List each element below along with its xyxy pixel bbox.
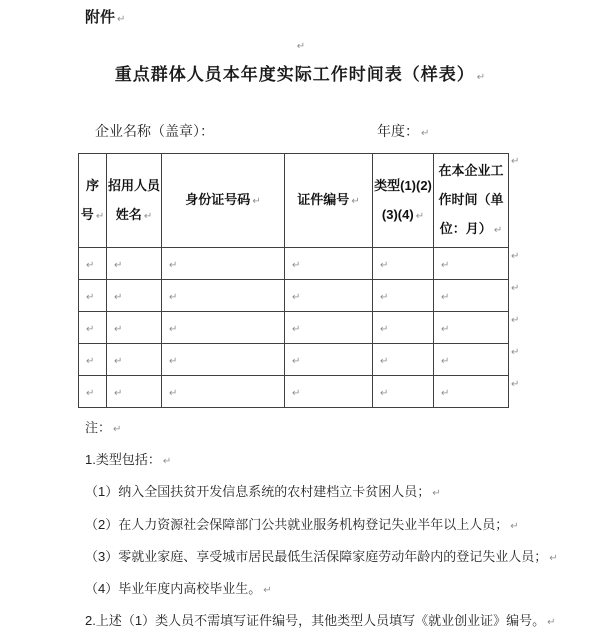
paragraph-mark-icon: ↵ bbox=[510, 521, 519, 532]
table-row bbox=[79, 344, 509, 376]
page-title-text: 重点群体人员本年度实际工作时间表（样表） bbox=[114, 65, 475, 84]
paragraph-mark-icon: ↵ bbox=[86, 291, 95, 303]
row-end-mark-icon: ↵ bbox=[511, 156, 520, 167]
empty-cell[interactable] bbox=[79, 248, 107, 280]
work-time-table bbox=[78, 153, 509, 408]
empty-cell[interactable] bbox=[434, 376, 509, 408]
header-work-months bbox=[434, 154, 509, 248]
empty-cell[interactable] bbox=[285, 376, 373, 408]
paragraph-mark-icon: ↵ bbox=[143, 210, 153, 222]
paragraph-mark-icon: ↵ bbox=[476, 72, 486, 83]
paragraph-mark-icon: ↵ bbox=[113, 424, 122, 435]
paragraph-mark-icon: ↵ bbox=[169, 355, 178, 367]
table-header-row bbox=[79, 154, 509, 248]
paragraph-mark-icon: ↵ bbox=[114, 323, 123, 335]
table-body bbox=[79, 248, 509, 408]
paragraph-mark-icon: ↵ bbox=[263, 585, 272, 596]
paragraph-mark-icon: ↵ bbox=[169, 291, 178, 303]
empty-cell[interactable] bbox=[162, 376, 285, 408]
paragraph-mark-icon: ↵ bbox=[114, 291, 123, 303]
empty-cell[interactable] bbox=[373, 376, 434, 408]
paragraph-mark-icon: ↵ bbox=[351, 196, 360, 207]
row-end-mark-icon: ↵ bbox=[511, 379, 520, 390]
empty-cell[interactable] bbox=[107, 312, 162, 344]
paragraph-mark-icon: ↵ bbox=[169, 259, 178, 271]
empty-cell[interactable] bbox=[162, 312, 285, 344]
table-row bbox=[79, 248, 509, 280]
note-line-type4 bbox=[85, 581, 272, 599]
empty-cell[interactable] bbox=[107, 344, 162, 376]
paragraph-mark-icon: ↵ bbox=[380, 355, 389, 367]
table-row bbox=[79, 280, 509, 312]
empty-cell[interactable] bbox=[162, 280, 285, 312]
paragraph-mark-icon: ↵ bbox=[380, 387, 389, 399]
empty-cell[interactable] bbox=[107, 376, 162, 408]
note-line-type3 bbox=[85, 549, 558, 567]
paragraph-mark-icon: ↵ bbox=[169, 387, 178, 399]
note-line-type1 bbox=[85, 484, 441, 502]
empty-cell[interactable] bbox=[373, 280, 434, 312]
empty-paragraph bbox=[0, 36, 600, 54]
paragraph-mark-icon: ↵ bbox=[380, 259, 389, 271]
note-line-type2 bbox=[85, 517, 519, 535]
empty-cell[interactable] bbox=[107, 280, 162, 312]
row-end-mark-icon: ↵ bbox=[511, 251, 520, 262]
row-end-mark-icon: ↵ bbox=[511, 347, 520, 358]
table-row bbox=[79, 376, 509, 408]
note-text: （4）毕业年度内高校毕业生。 bbox=[85, 581, 262, 596]
paragraph-mark-icon: ↵ bbox=[441, 355, 450, 367]
header-text: 证件编号 bbox=[297, 192, 350, 207]
paragraph-mark-icon: ↵ bbox=[380, 291, 389, 303]
paragraph-mark-icon: ↵ bbox=[86, 259, 95, 271]
paragraph-mark-icon: ↵ bbox=[114, 387, 123, 399]
notes-label-line bbox=[85, 420, 121, 438]
empty-cell[interactable] bbox=[162, 344, 285, 376]
attachment-label bbox=[85, 6, 125, 27]
paragraph-mark-icon: ↵ bbox=[421, 128, 430, 139]
header-certificate-number bbox=[285, 154, 373, 248]
paragraph-mark-icon: ↵ bbox=[95, 210, 105, 222]
empty-cell[interactable] bbox=[285, 280, 373, 312]
note-text: 2.上述（1）类人员不需填写证件编号，其他类型人员填写《就业创业证》编号。 bbox=[85, 613, 546, 628]
paragraph-mark-icon: ↵ bbox=[169, 323, 178, 335]
paragraph-mark-icon: ↵ bbox=[493, 225, 503, 236]
empty-cell[interactable] bbox=[79, 312, 107, 344]
paragraph-mark-icon: ↵ bbox=[380, 323, 389, 335]
empty-cell[interactable] bbox=[285, 312, 373, 344]
header-recruited-name bbox=[107, 154, 162, 248]
paragraph-mark-icon: ↵ bbox=[117, 14, 126, 25]
empty-cell[interactable] bbox=[434, 280, 509, 312]
header-text: 类型(1)(2)(3)(4) bbox=[374, 177, 432, 222]
note-text: （3）零就业家庭、享受城市居民最低生活保障家庭劳动年龄内的登记失业人员； bbox=[85, 549, 548, 564]
paragraph-mark-icon: ↵ bbox=[547, 617, 556, 628]
empty-cell[interactable] bbox=[285, 344, 373, 376]
paragraph-mark-icon: ↵ bbox=[114, 355, 123, 367]
empty-cell[interactable] bbox=[434, 312, 509, 344]
note-text: （2）在人力资源社会保障部门公共就业服务机构登记失业半年以上人员； bbox=[85, 517, 509, 532]
empty-cell[interactable] bbox=[285, 248, 373, 280]
paragraph-mark-icon: ↵ bbox=[441, 291, 450, 303]
paragraph-mark-icon: ↵ bbox=[415, 210, 425, 222]
empty-cell[interactable] bbox=[434, 344, 509, 376]
attachment-text: 附件 bbox=[85, 9, 116, 26]
paragraph-mark-icon: ↵ bbox=[441, 387, 450, 399]
year-label-text: 年度： bbox=[377, 123, 419, 139]
header-text: 在本企业工作时间（单位：月） bbox=[438, 163, 504, 236]
paragraph-mark-icon: ↵ bbox=[549, 553, 558, 564]
paragraph-mark-icon: ↵ bbox=[441, 259, 450, 271]
page-title bbox=[0, 60, 600, 85]
paragraph-mark-icon: ↵ bbox=[114, 259, 123, 271]
header-id-number bbox=[162, 154, 285, 248]
row-end-mark-icon: ↵ bbox=[511, 315, 520, 326]
note-text: （1）纳入全国扶贫开发信息系统的农村建档立卡贫困人员； bbox=[85, 484, 431, 499]
paragraph-mark-icon: ↵ bbox=[162, 456, 172, 467]
empty-cell[interactable] bbox=[373, 248, 434, 280]
empty-cell[interactable] bbox=[373, 344, 434, 376]
year-label bbox=[377, 121, 429, 141]
paragraph-mark-icon: ↵ bbox=[252, 196, 261, 207]
paragraph-mark-icon: ↵ bbox=[86, 387, 95, 399]
header-type bbox=[373, 154, 434, 248]
empty-cell[interactable] bbox=[373, 312, 434, 344]
company-name-label: 企业名称（盖章）： bbox=[95, 123, 214, 139]
paragraph-mark-icon: ↵ bbox=[86, 355, 95, 367]
paragraph-mark-icon: ↵ bbox=[292, 291, 301, 303]
empty-cell[interactable] bbox=[434, 248, 509, 280]
notes-label: 注： bbox=[85, 420, 112, 435]
empty-cell[interactable] bbox=[162, 248, 285, 280]
paragraph-mark-icon: ↵ bbox=[441, 323, 450, 335]
header-text: 招用人员姓名 bbox=[108, 177, 161, 222]
paragraph-mark-icon: ↵ bbox=[292, 259, 301, 271]
header-text: 身份证号码 bbox=[185, 192, 251, 207]
empty-cell[interactable] bbox=[79, 376, 107, 408]
paragraph-mark-icon: ↵ bbox=[432, 488, 441, 499]
table-row bbox=[79, 312, 509, 344]
paragraph-mark-icon: ↵ bbox=[86, 323, 95, 335]
paragraph-mark-icon: ↵ bbox=[296, 41, 306, 52]
note-text: 1.类型包括： bbox=[85, 452, 161, 467]
paragraph-mark-icon: ↵ bbox=[292, 355, 301, 367]
empty-cell[interactable] bbox=[107, 248, 162, 280]
header-text: 序号 bbox=[80, 177, 99, 222]
paragraph-mark-icon: ↵ bbox=[292, 387, 301, 399]
paragraph-mark-icon: ↵ bbox=[292, 323, 301, 335]
note-line-types bbox=[85, 452, 171, 470]
empty-cell[interactable] bbox=[79, 344, 107, 376]
header-serial-number bbox=[79, 154, 107, 248]
empty-cell[interactable] bbox=[79, 280, 107, 312]
row-end-mark-icon: ↵ bbox=[511, 283, 520, 294]
note-line-certificate bbox=[85, 613, 555, 631]
